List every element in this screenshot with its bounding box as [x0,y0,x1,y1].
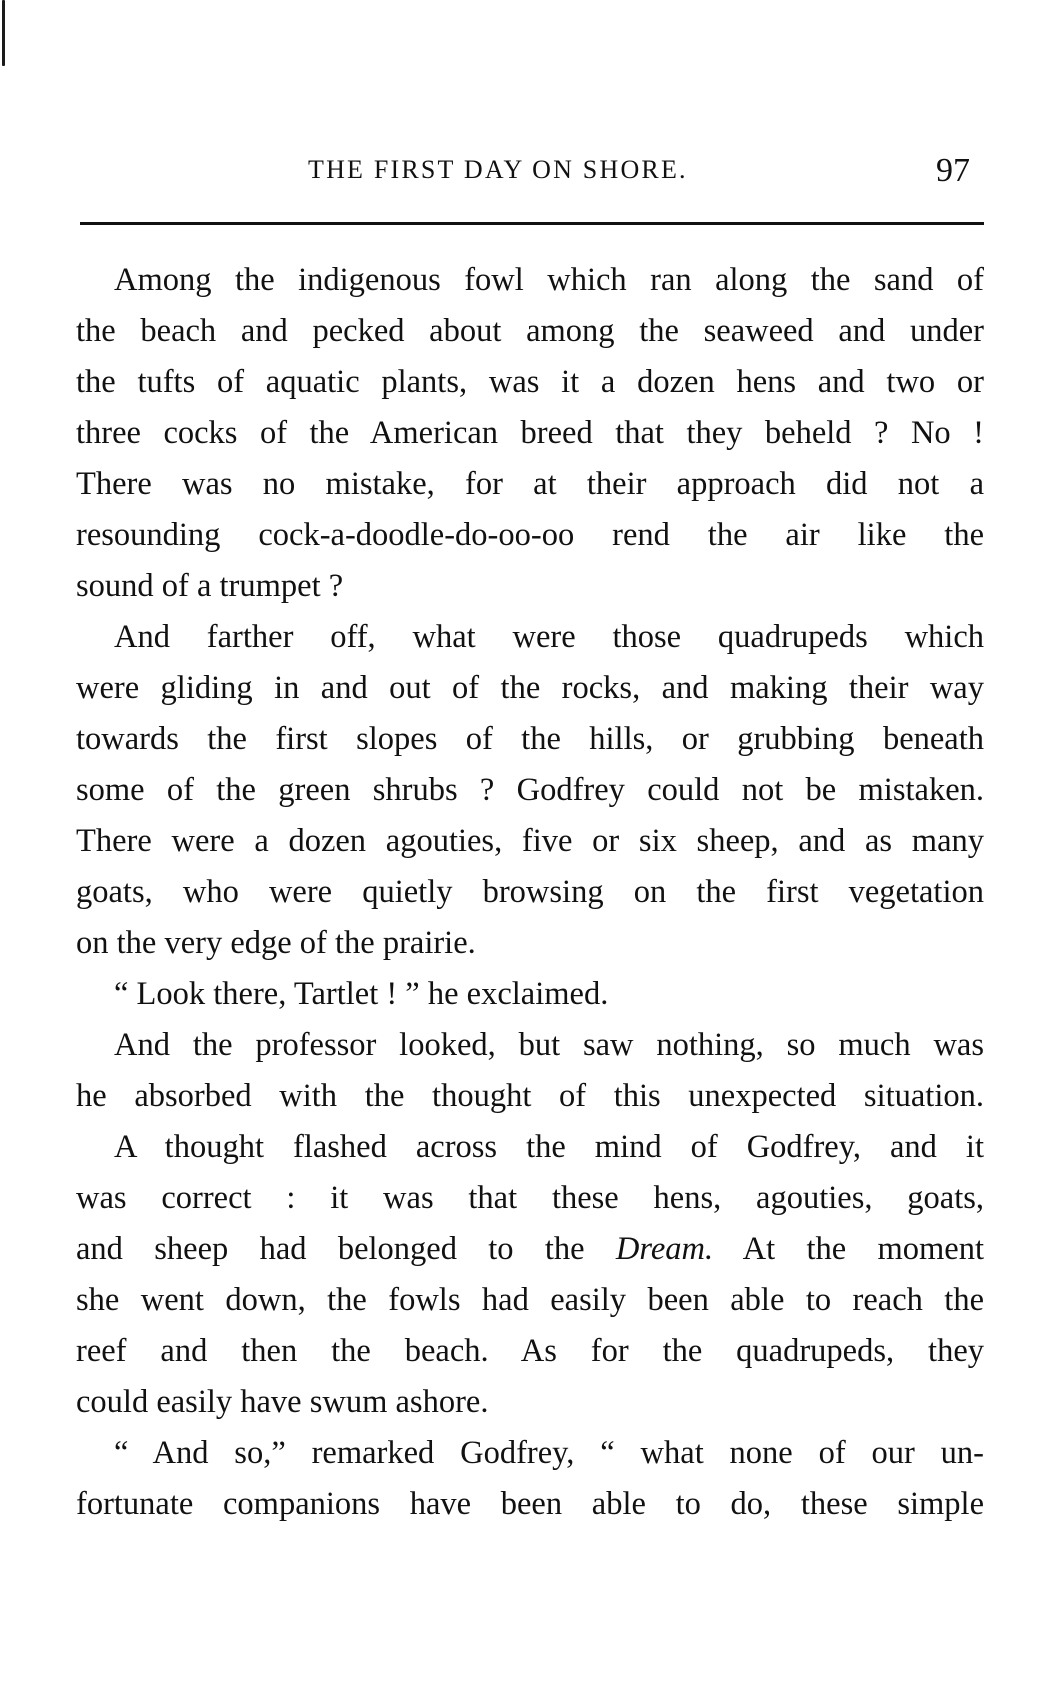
text-line: on the very edge of the prairie. [76,925,476,961]
body-text [76,255,984,1530]
page-number: 97 [936,152,970,189]
paragraph [76,1020,984,1122]
running-title: THE FIRST DAY ON SHORE. [308,155,688,184]
text-line-with-italic [76,1224,984,1275]
ship-name-italic: Dream. [615,1231,714,1267]
text-line: reef and then the beach. As for the quadrupeds, they [76,1333,984,1369]
text-line: were gliding in and out of the rocks, and making their way [76,670,984,706]
paragraph [76,1428,984,1530]
text-line: some of the green shrubs ? Godfrey could not be mistaken. [76,772,984,808]
text-line: A thought flashed across the mind of Godfrey, and it [114,1129,984,1165]
text-line: towards the first slopes of the hills, or grubbing beneath [76,721,984,757]
text-line: “ And so,” remarked Godfrey, “ what none of our un- [114,1435,984,1471]
text-line: resounding cock-a-doodle-do-oo-oo rend the air like the [76,517,984,553]
text-line: Among the indigenous fowl which ran along the sand of [114,262,984,298]
paragraph [76,612,984,969]
page-edge-mark [2,0,5,66]
paragraph [76,969,984,1020]
text-line: goats, who were quietly browsing on the first vegetation [76,874,984,910]
text-line: There was no mistake, for at their approach did not a [76,466,984,502]
text-line: she went down, the fowls had easily been able to reach the [76,1282,984,1318]
text-run: and sheep had belonged to the [76,1231,616,1267]
text-line: the tufts of aquatic plants, was it a dozen hens and two or [76,364,984,400]
text-run: At the moment [713,1231,984,1267]
paragraph [76,1122,984,1428]
text-line: could easily have swum ashore. [76,1384,489,1420]
paragraph [76,255,984,612]
text-line: And farther off, what were those quadrupeds which [114,619,984,655]
text-line: three cocks of the American breed that they beheld ? No ! [76,415,984,451]
text-line: fortunate companions have been able to do, these simple [76,1486,984,1522]
text-line: was correct : it was that these hens, agouties, goats, [76,1180,984,1216]
text-line: the beach and pecked about among the seaweed and under [76,313,984,349]
text-line: There were a dozen agouties, five or six sheep, and as many [76,823,984,859]
text-line: he absorbed with the thought of this unexpected situation. [76,1078,984,1114]
header-rule [80,222,984,225]
text-line: And the professor looked, but saw nothing, so much was [114,1027,984,1063]
text-line: “ Look there, Tartlet ! ” he exclaimed. [114,976,609,1012]
text-line: sound of a trumpet ? [76,568,344,604]
